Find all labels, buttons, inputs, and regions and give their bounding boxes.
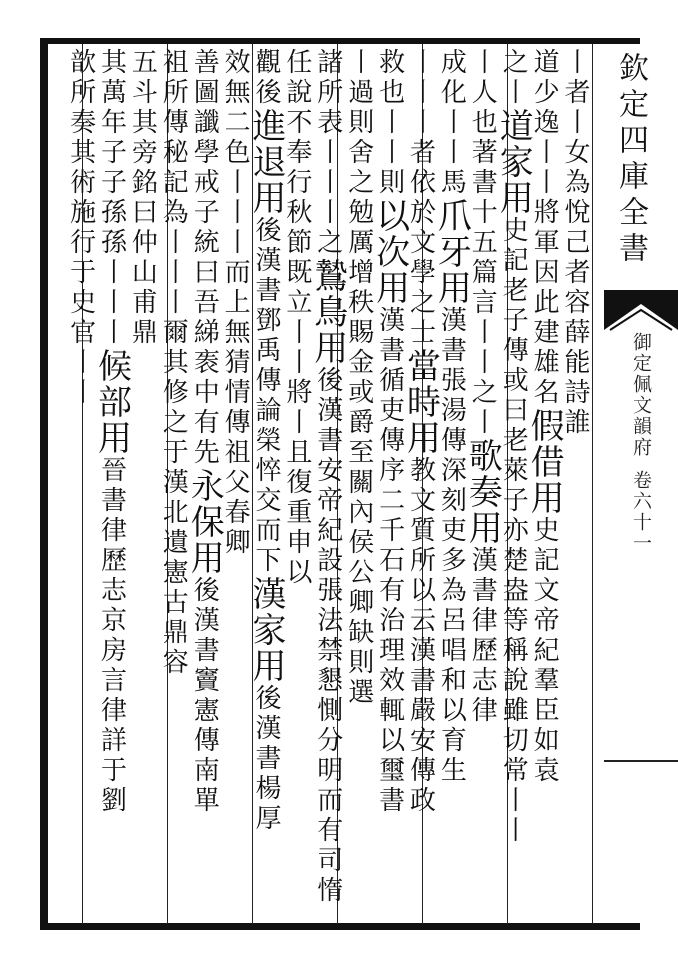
- entry-text: 其萬年子子孫孫丨丨丨: [96, 48, 127, 348]
- entry-text: 教文質所以云: [405, 456, 436, 636]
- text-column: [65, 48, 96, 920]
- text-column: [91, 48, 132, 920]
- entry-text: 後漢書鄧禹傳論榮悴交而下: [250, 216, 281, 576]
- entry-text: 丨馬: [436, 138, 467, 198]
- entry-text: 晉書律歷志京房言律詳于劉: [96, 456, 127, 816]
- entry-text: 觀後: [250, 48, 281, 108]
- entry-text: 丨: [467, 48, 498, 78]
- work-title: 御定佩文韻府: [630, 332, 652, 458]
- text-column: [184, 48, 225, 920]
- entry-text: 效: [220, 48, 251, 78]
- text-column: [462, 48, 503, 920]
- text-column: [343, 48, 374, 920]
- entry-heading: 道家用: [493, 108, 534, 216]
- entry-heading: 以次用: [369, 198, 410, 306]
- entry-text: 救也丨丨則: [374, 48, 405, 198]
- book-title: 欽定四庫全書: [613, 52, 648, 268]
- entry-text: 盎等稱說雖切常丨丨: [498, 576, 529, 846]
- entry-text: 于漢北遺憲古鼎容: [158, 438, 189, 678]
- entry-text: 善圖讖學戒子統曰吾綈袠中有先: [189, 48, 220, 468]
- entry-text: 後漢書竇憲傳南單: [189, 576, 220, 816]
- text-column: [431, 48, 472, 920]
- entry-text: 漢書張湯傳深刻吏多為: [436, 306, 467, 606]
- entry-heading: 永保用: [184, 468, 225, 576]
- text-column: [245, 48, 286, 920]
- entry-text: 成化丨: [436, 48, 467, 138]
- entry-text: 無二色丨丨丨而上無猜情: [220, 78, 251, 408]
- entry-text: 史記老子傳或曰老萊子亦楚: [498, 216, 529, 576]
- entry-text: 漢書循吏傳序二千石有治理效輒以璽書: [374, 306, 405, 816]
- entry-heading: 漢家用: [245, 576, 286, 684]
- entry-text: 人也著書十五篇言丨丨之丨: [467, 78, 498, 438]
- entry-text: 任說不奉行秋節既立丨丨將丨且復重申以: [281, 48, 312, 588]
- entry-heading: 歌奏用: [462, 438, 503, 546]
- entry-text: 漢書律歷志律: [467, 546, 498, 726]
- entry-heading: 假借用: [524, 408, 565, 516]
- entry-text: 歆所奏其術施行于史官丨丨: [65, 48, 96, 408]
- column-rule: [592, 44, 593, 924]
- entry-text: 後漢書楊厚: [250, 684, 281, 834]
- entry-text: 丨丨丨者依於文學之士: [405, 48, 436, 348]
- text-column: [369, 48, 410, 920]
- volume-number: 卷六十一: [630, 470, 652, 554]
- text-column: [400, 48, 441, 920]
- entry-text: 丨丨之: [312, 168, 343, 258]
- entry-text: 道少逸丨丨將軍因此建雄名: [529, 48, 560, 408]
- entry-heading: 當時用: [400, 348, 441, 456]
- entry-heading: 進退用: [245, 108, 286, 216]
- entry-text: 祖所傳秘記為丨丨丨爾其修之: [158, 48, 189, 438]
- text-column: [157, 48, 188, 920]
- entry-text: 後漢書安帝紀設張法禁懇惻分明而有司惰: [312, 366, 343, 906]
- entry-heading: 爪牙用: [431, 198, 472, 306]
- fore-edge-rule: [604, 760, 678, 762]
- fish-tail-mark: [604, 290, 678, 330]
- entry-text: 傳祖父春卿: [220, 408, 251, 558]
- entry-heading: 鷙鳥用: [307, 258, 348, 366]
- entry-text: 呂唱和以育生: [436, 606, 467, 786]
- text-column: [127, 48, 158, 920]
- entry-text: 丨過則舍之: [343, 48, 374, 198]
- entry-text: 五斗其旁銘曰仲山甫鼎: [127, 48, 158, 348]
- entry-text: 之丨: [498, 48, 529, 108]
- entry-text: 勉厲增秩賜金或爵至關內侯公卿缺則選: [343, 198, 374, 708]
- entry-text: 諸所表丨: [312, 48, 343, 168]
- entry-text: 丨者丨女為悅己者容薛能詩誰: [559, 48, 590, 438]
- text-column: [307, 48, 348, 920]
- entry-text: 史記文帝紀羣臣如袁: [529, 516, 560, 786]
- entry-heading: 候部用: [91, 348, 132, 456]
- entry-text: 漢書嚴安傳政: [405, 636, 436, 816]
